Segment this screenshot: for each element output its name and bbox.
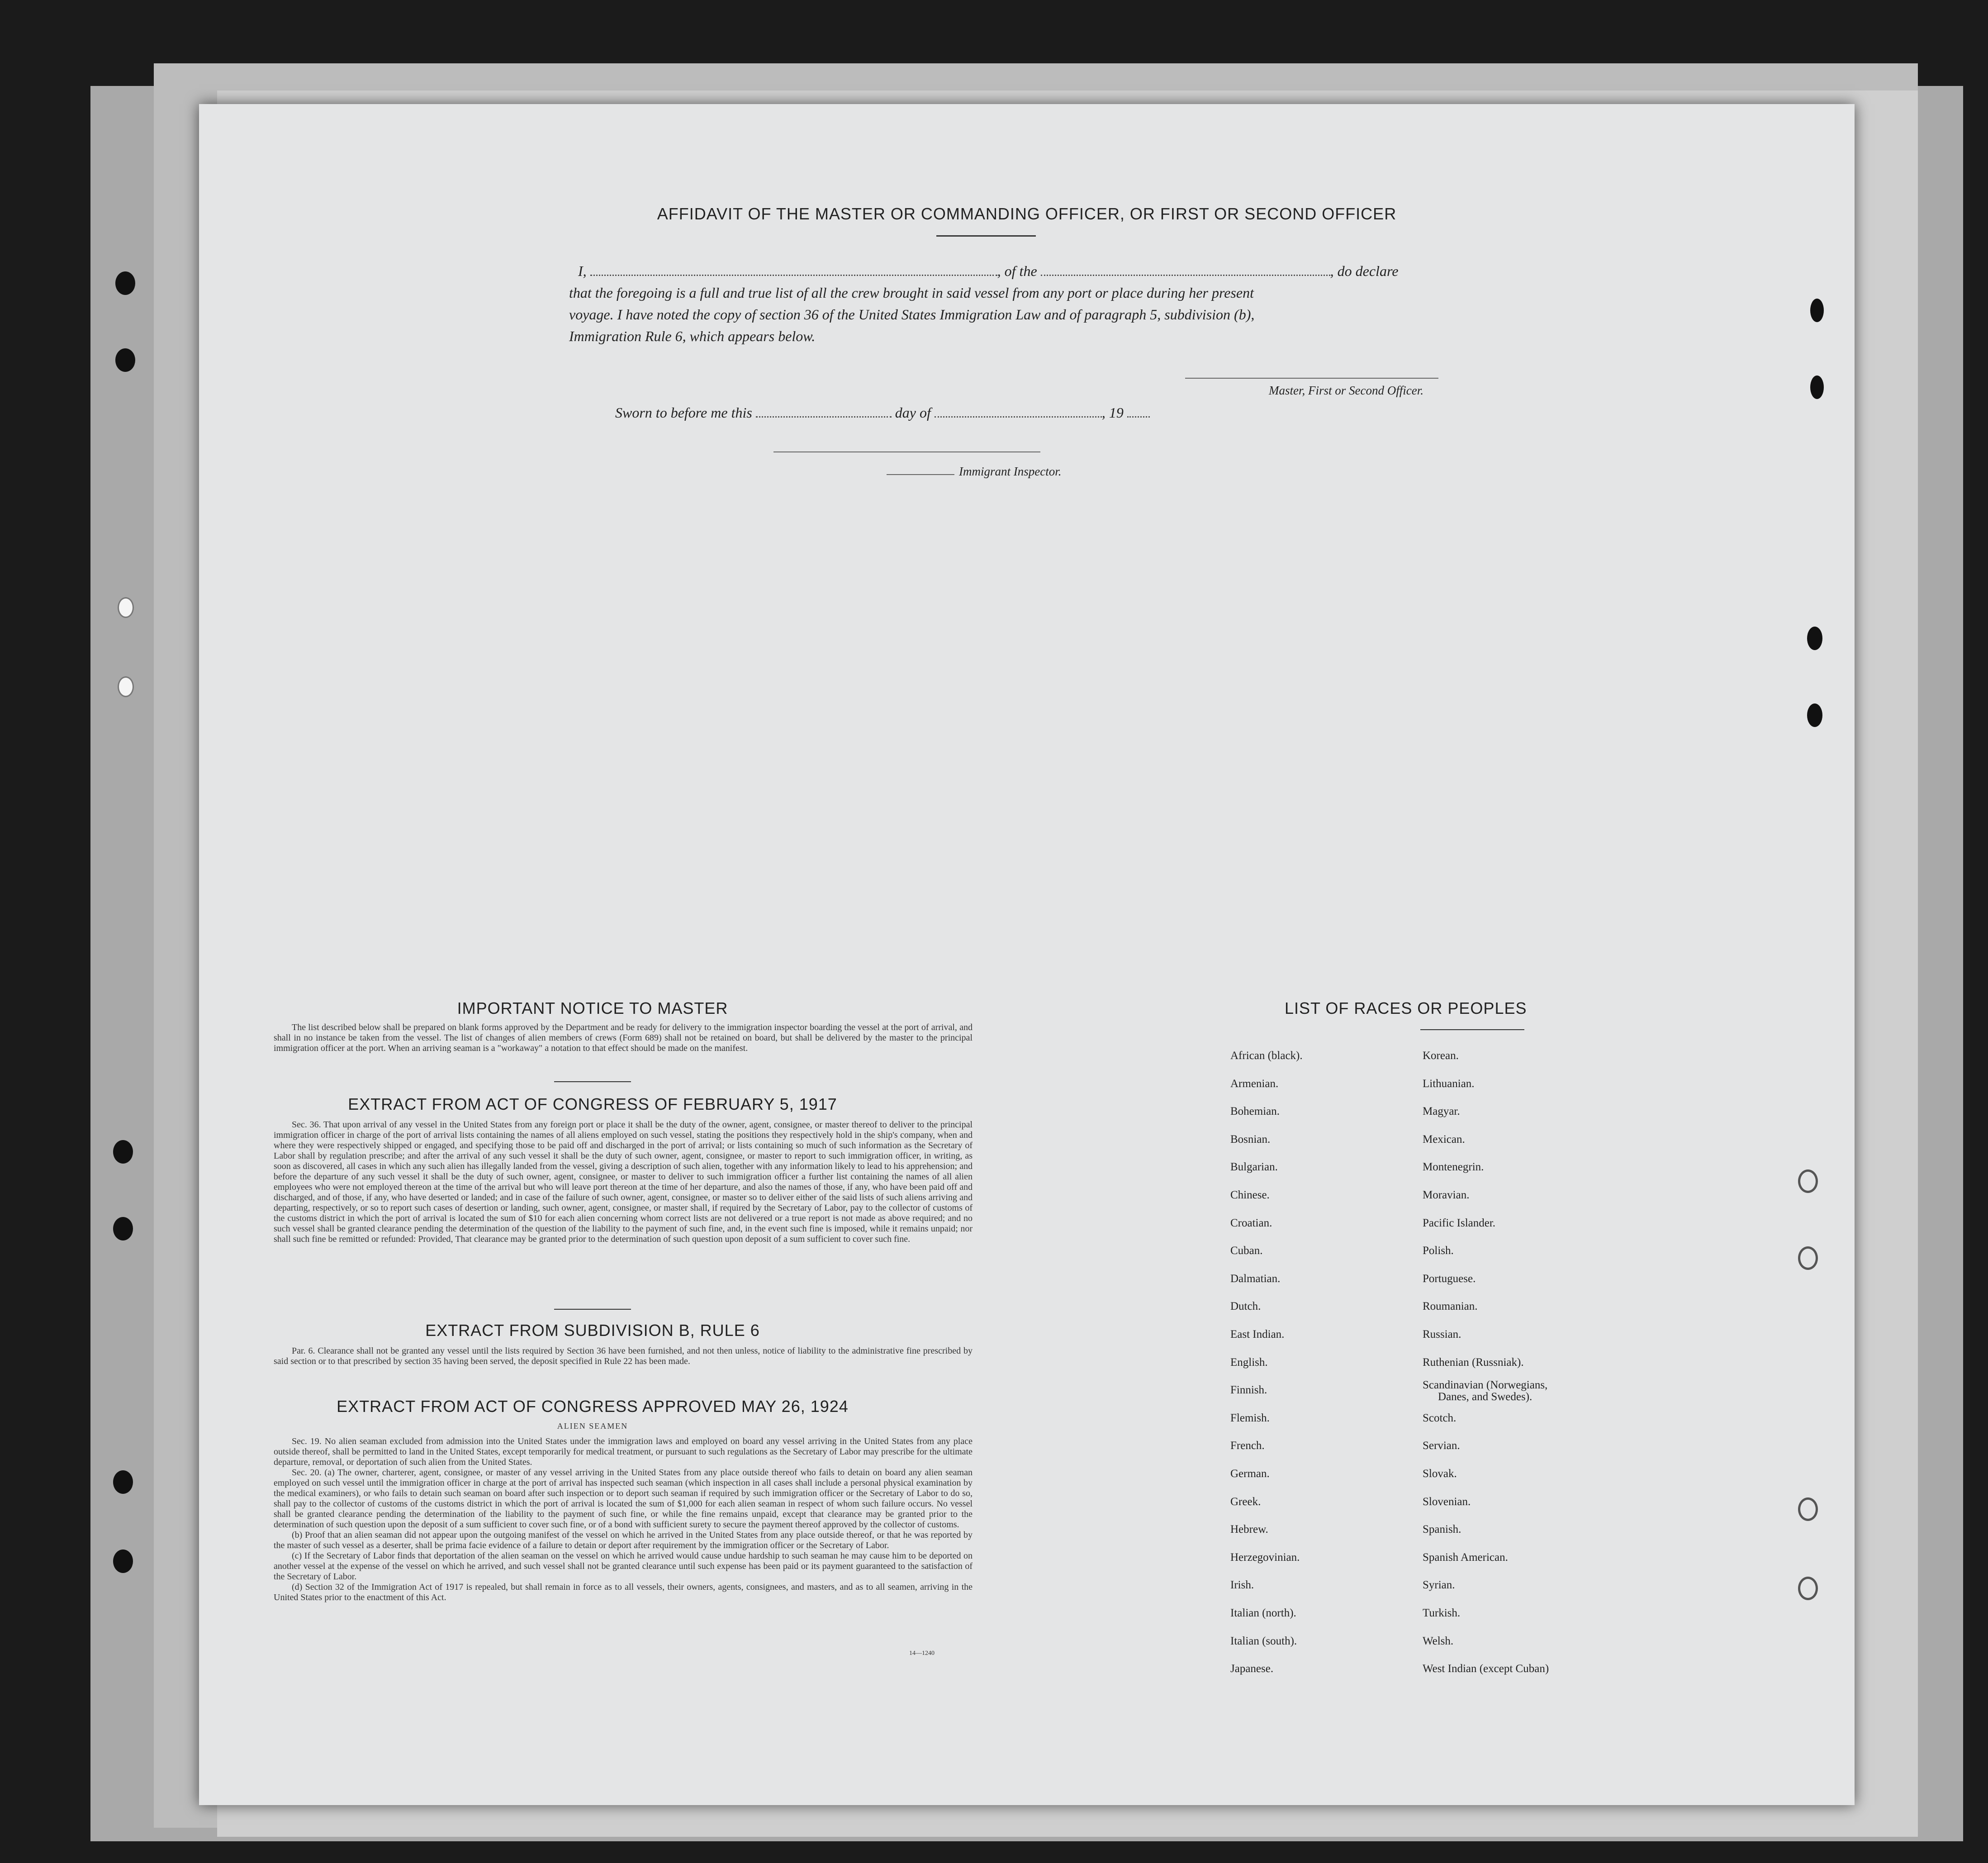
race-item: English. xyxy=(1230,1356,1268,1369)
affidavit-of-the: , of the xyxy=(997,263,1037,279)
vessel-name-field[interactable] xyxy=(1041,264,1330,276)
affidavit-line4: Immigration Rule 6, which appears below. xyxy=(569,328,816,344)
race-item: Italian (north). xyxy=(1230,1607,1296,1619)
races-rule xyxy=(1420,1029,1524,1030)
sec20c-paragraph: (c) If the Secretary of Labor finds that deportation of the alien seaman on the vessel on which he arrived would cause undue hardship to such seaman he may cause him to be deported on another vessel at the expense of the vessel on which he arrived, and such vessel shall not be granted clearance until such expense has been paid or its payment guaranteed to the satisfaction of the Secretary of Labor. xyxy=(274,1551,973,1582)
race-item: Ruthenian (Russniak). xyxy=(1423,1356,1524,1369)
race-item: French. xyxy=(1230,1440,1265,1452)
race-item: Portuguese. xyxy=(1423,1272,1476,1285)
binder-hole xyxy=(113,1470,133,1494)
extract-rule6-title: EXTRACT FROM SUBDIVISION B, RULE 6 xyxy=(425,1321,760,1340)
race-item: Hebrew. xyxy=(1230,1523,1268,1536)
binder-hole xyxy=(1810,299,1824,322)
extract-1917-text xyxy=(274,1120,973,1245)
race-item: Turkish. xyxy=(1423,1607,1461,1619)
binder-hole xyxy=(1798,1169,1818,1193)
sec20a-paragraph: Sec. 20. (a) The owner, charterer, agent, consignee, or master of any vessel arriving in the United States from any place outside thereof who fails to detain on board any alien seaman employed on such vessel until the immigration officer in charge at the port of arrival has inspected such seaman (which inspection in all cases shall include a personal physical examination by the medical examiners), or who fails to detain such seaman on board after such inspection or to deport such seaman if required by such immigration officer or the Secretary of Labor to do so, shall pay to the collector of customs of the customs district in which the port of arrival is located the sum of $1,000 for each alien seaman in respect of whom such failure occurs. No vessel shall be granted clearance pending the determination of the liability to the payment of such fine, or while the fine remains unpaid, except that clearance may be granted prior to the determination of such question upon the deposit of a sum sufficient to cover such fine, or of a bond with sufficient surety to secure the payment thereof approved by the collector of customs. xyxy=(274,1468,973,1530)
race-item: Croatian. xyxy=(1230,1217,1272,1229)
binder-hole xyxy=(113,1140,133,1164)
race-item: Chinese. xyxy=(1230,1189,1270,1201)
binder-hole xyxy=(1798,1577,1818,1600)
race-item-line: Danes, and Swedes). xyxy=(1438,1391,1533,1403)
binder-hole xyxy=(1807,703,1822,727)
race-item: Korean. xyxy=(1423,1050,1459,1062)
race-item: Syrian. xyxy=(1423,1579,1455,1592)
binder-hole xyxy=(118,676,134,697)
signature-line[interactable] xyxy=(1185,378,1438,379)
race-item: West Indian (except Cuban) xyxy=(1423,1663,1549,1675)
race-item: Magyar. xyxy=(1423,1105,1460,1118)
race-item: Slovenian. xyxy=(1423,1495,1471,1508)
inspector-signature-line[interactable] xyxy=(773,451,1040,452)
race-item: Roumanian. xyxy=(1423,1300,1478,1313)
notice-paragraph: The list described below shall be prepared on blank forms approved by the Department and be ready for delivery to the immigration inspector boarding the vessel at the port of arrival, and shall in no instance be taken from the vessel. The list of changes of alien members of crews (Form 689) shall not be retained on board, but shall be delivered by the master to the principal immigration officer at the port. When an arriving seaman is a "workaway" a notation to that effect should be made on the manifest. xyxy=(274,1022,973,1053)
race-item: Moravian. xyxy=(1423,1189,1470,1201)
race-item: Irish. xyxy=(1230,1579,1254,1592)
binder-hole xyxy=(115,348,135,372)
race-item-line: Scandinavian (Norwegians, xyxy=(1423,1379,1548,1392)
sec20d-paragraph: (d) Section 32 of the Immigration Act of 1917 is repealed, but shall remain in force as to all vessels, their owners, agents, consignees, and masters, and as to all seamen, arriving in the United States prior to the enactment of this Act. xyxy=(274,1582,973,1602)
notice-title: IMPORTANT NOTICE TO MASTER xyxy=(457,999,728,1017)
race-item: German. xyxy=(1230,1468,1270,1480)
race-item: Welsh. xyxy=(1423,1635,1454,1647)
race-item: Montenegrin. xyxy=(1423,1161,1484,1174)
sworn-day-field[interactable] xyxy=(756,405,892,418)
extract-1917-paragraph: Sec. 36. That upon arrival of any vessel in the United States from any foreign port or place it shall be the duty of the owner, agent, consignee, or master thereof to deliver to the principal immigration officer in charge of the port of arrival lists containing the names of all aliens employed on such vessel, stating the positions they respectively hold in the ship's company, when and where they were respectively shipped or engaged, and specifying those to be paid off and discharged in the port of arrival; or lists containing so much of such information as the Secretary of Labor shall by regulation prescribe; and after the arrival of any such vessel it shall be the duty of such owner, agent, consignee, or master to report to such immigration officer, in writing, as soon as discovered, all cases in which any such alien has illegally landed from the vessel, giving a description of such alien, together with any information likely to lead to his apprehension; and before the departure of any such vessel it shall be the duty of such owner, agent, consignee, or master to deliver to such immigration officer a further list containing the names of all alien employees who were not employed thereon at the time of the arrival but who will leave port thereon at the time of her departure, and also the names of those, if any, who have been paid off and discharged, and of those, if any, who have deserted or landed; and in case of the failure of such owner, agent, consignee, or master so to deliver either of the said lists of such aliens arriving and departing, respectively, or so to report such cases of desertion or landing, such owner, agent, consignee, or master shall, if required by the Secretary of Labor, pay to the collector of customs of the customs district in which the port of arrival is located the sum of $10 for each alien concerning whom correct lists are not delivered or a true report is not made as above required; and no such vessel shall be granted clearance pending the determination of the question of the liability to the payment of such fine, and, in the event such fine is imposed, while it remains unpaid; nor shall such fine be remitted or refunded: Provided, That clearance may be granted prior to the determination of such question upon deposit of a sum sufficient to cover such fine. xyxy=(274,1120,973,1244)
race-item: East Indian. xyxy=(1230,1328,1285,1340)
binder-hole xyxy=(113,1217,133,1240)
race-item: Spanish. xyxy=(1423,1523,1461,1536)
binder-hole xyxy=(113,1549,133,1573)
race-item: Italian (south). xyxy=(1230,1635,1297,1647)
sworn-year: , 19 xyxy=(1101,404,1124,421)
affidavit-declare: , do declare xyxy=(1330,263,1399,279)
binder-hole xyxy=(1807,627,1822,650)
alien-seamen-subtitle: ALIEN SEAMEN xyxy=(557,1421,628,1431)
race-item: Dalmatian. xyxy=(1230,1272,1281,1285)
extract-1917-rule xyxy=(554,1309,631,1310)
race-item: Russian. xyxy=(1423,1328,1461,1340)
extract-rule6-paragraph: Par. 6. Clearance shall not be granted any vessel until the lists required by Section 36 have been furnished, and not then unless, notice of liability to the administrative fine prescribed by said section or to that prescribed by section 35 having been served, the deposit specified in Rule 22 has been made. xyxy=(274,1346,973,1366)
inspector-prefix-line xyxy=(887,474,954,475)
race-item: Greek. xyxy=(1230,1495,1261,1508)
sworn-month-field[interactable] xyxy=(935,405,1102,418)
extract-1924-title: EXTRACT FROM ACT OF CONGRESS APPROVED MAY 26, 1924 xyxy=(337,1397,849,1416)
binder-hole xyxy=(1798,1497,1818,1521)
notice-text xyxy=(274,1022,973,1054)
binder-hole xyxy=(1798,1246,1818,1270)
race-item: Dutch. xyxy=(1230,1300,1261,1313)
race-item: Slovak. xyxy=(1423,1468,1457,1480)
race-item: Mexican. xyxy=(1423,1133,1465,1145)
race-item: Pacific Islander. xyxy=(1423,1217,1496,1229)
race-item: Japanese. xyxy=(1230,1663,1274,1675)
race-item: Polish. xyxy=(1423,1245,1454,1257)
master-name-field[interactable] xyxy=(590,264,997,276)
extract-1917-title: EXTRACT FROM ACT OF CONGRESS OF FEBRUARY 5, 1917 xyxy=(348,1095,837,1113)
sec19-paragraph: Sec. 19. No alien seaman excluded from admission into the United States under the immigration laws and employed on board any vessel arriving in the United States from any place outside thereof, shall be permitted to land in the United States, except temporarily for medical treatment, or pursuant to such regulations as the Secretary of Labor may prescribe for the ultimate departure, removal, or deportation of such alien from the United States. xyxy=(274,1436,973,1467)
form-number: 14—1240 xyxy=(909,1650,935,1657)
binder-hole xyxy=(1810,375,1824,399)
manifest-page xyxy=(199,104,1855,1805)
race-item: Servian. xyxy=(1423,1440,1460,1452)
extract-rule6-text xyxy=(274,1346,973,1367)
affidavit-line1 xyxy=(578,260,1673,282)
race-item: Armenian. xyxy=(1230,1077,1279,1090)
sec20b-paragraph: (b) Proof that an alien seaman did not appear upon the outgoing manifest of the vessel on which he arrived in the United States from any place outside thereof, or that he was reported by the master of such vessel as a deserter, shall be prima facie evidence of a failure to detain or deport after requirement by the immigration officer or the Secretary of Labor. xyxy=(274,1530,973,1550)
race-item: Bulgarian. xyxy=(1230,1161,1278,1174)
race-item: Spanish American. xyxy=(1423,1551,1508,1564)
race-item: African (black). xyxy=(1230,1050,1303,1062)
extract-1924-text xyxy=(274,1436,973,1603)
race-item: Bosnian. xyxy=(1230,1133,1271,1145)
race-item-scandinavian xyxy=(1423,1379,1547,1403)
affidavit-line2: that the foregoing is a full and true list of all the crew brought in said vessel from any port or place during her present xyxy=(569,285,1254,301)
affidavit-line3: voyage. I have noted the copy of section 36 of the United States Immigration Law and of paragraph 5, subdivision (b), xyxy=(569,306,1255,323)
notice-rule xyxy=(554,1081,631,1082)
race-item: Bohemian. xyxy=(1230,1105,1280,1118)
sworn-line xyxy=(615,402,1150,424)
race-item: Lithuanian. xyxy=(1423,1077,1475,1090)
race-item: Finnish. xyxy=(1230,1384,1267,1397)
affidavit-title: AFFIDAVIT OF THE MASTER OR COMMANDING OFFICER, OR FIRST OR SECOND OFFICER xyxy=(657,204,1397,223)
race-item: Cuban. xyxy=(1230,1245,1263,1257)
races-title: LIST OF RACES OR PEOPLES xyxy=(1285,999,1527,1017)
sworn-day-of: day of xyxy=(895,404,931,421)
race-item: Scotch. xyxy=(1423,1412,1457,1424)
title-rule xyxy=(936,235,1036,237)
race-item: Herzegovinian. xyxy=(1230,1551,1300,1564)
signature-label: Master, First or Second Officer. xyxy=(1269,384,1423,397)
affidavit-i: I, xyxy=(578,263,587,279)
race-item: Flemish. xyxy=(1230,1412,1270,1424)
binder-hole xyxy=(118,597,134,618)
binder-hole xyxy=(115,271,135,295)
sworn-year-field[interactable] xyxy=(1127,405,1150,418)
inspector-label: Immigrant Inspector. xyxy=(959,465,1062,478)
sworn-text: Sworn to before me this xyxy=(615,404,752,421)
